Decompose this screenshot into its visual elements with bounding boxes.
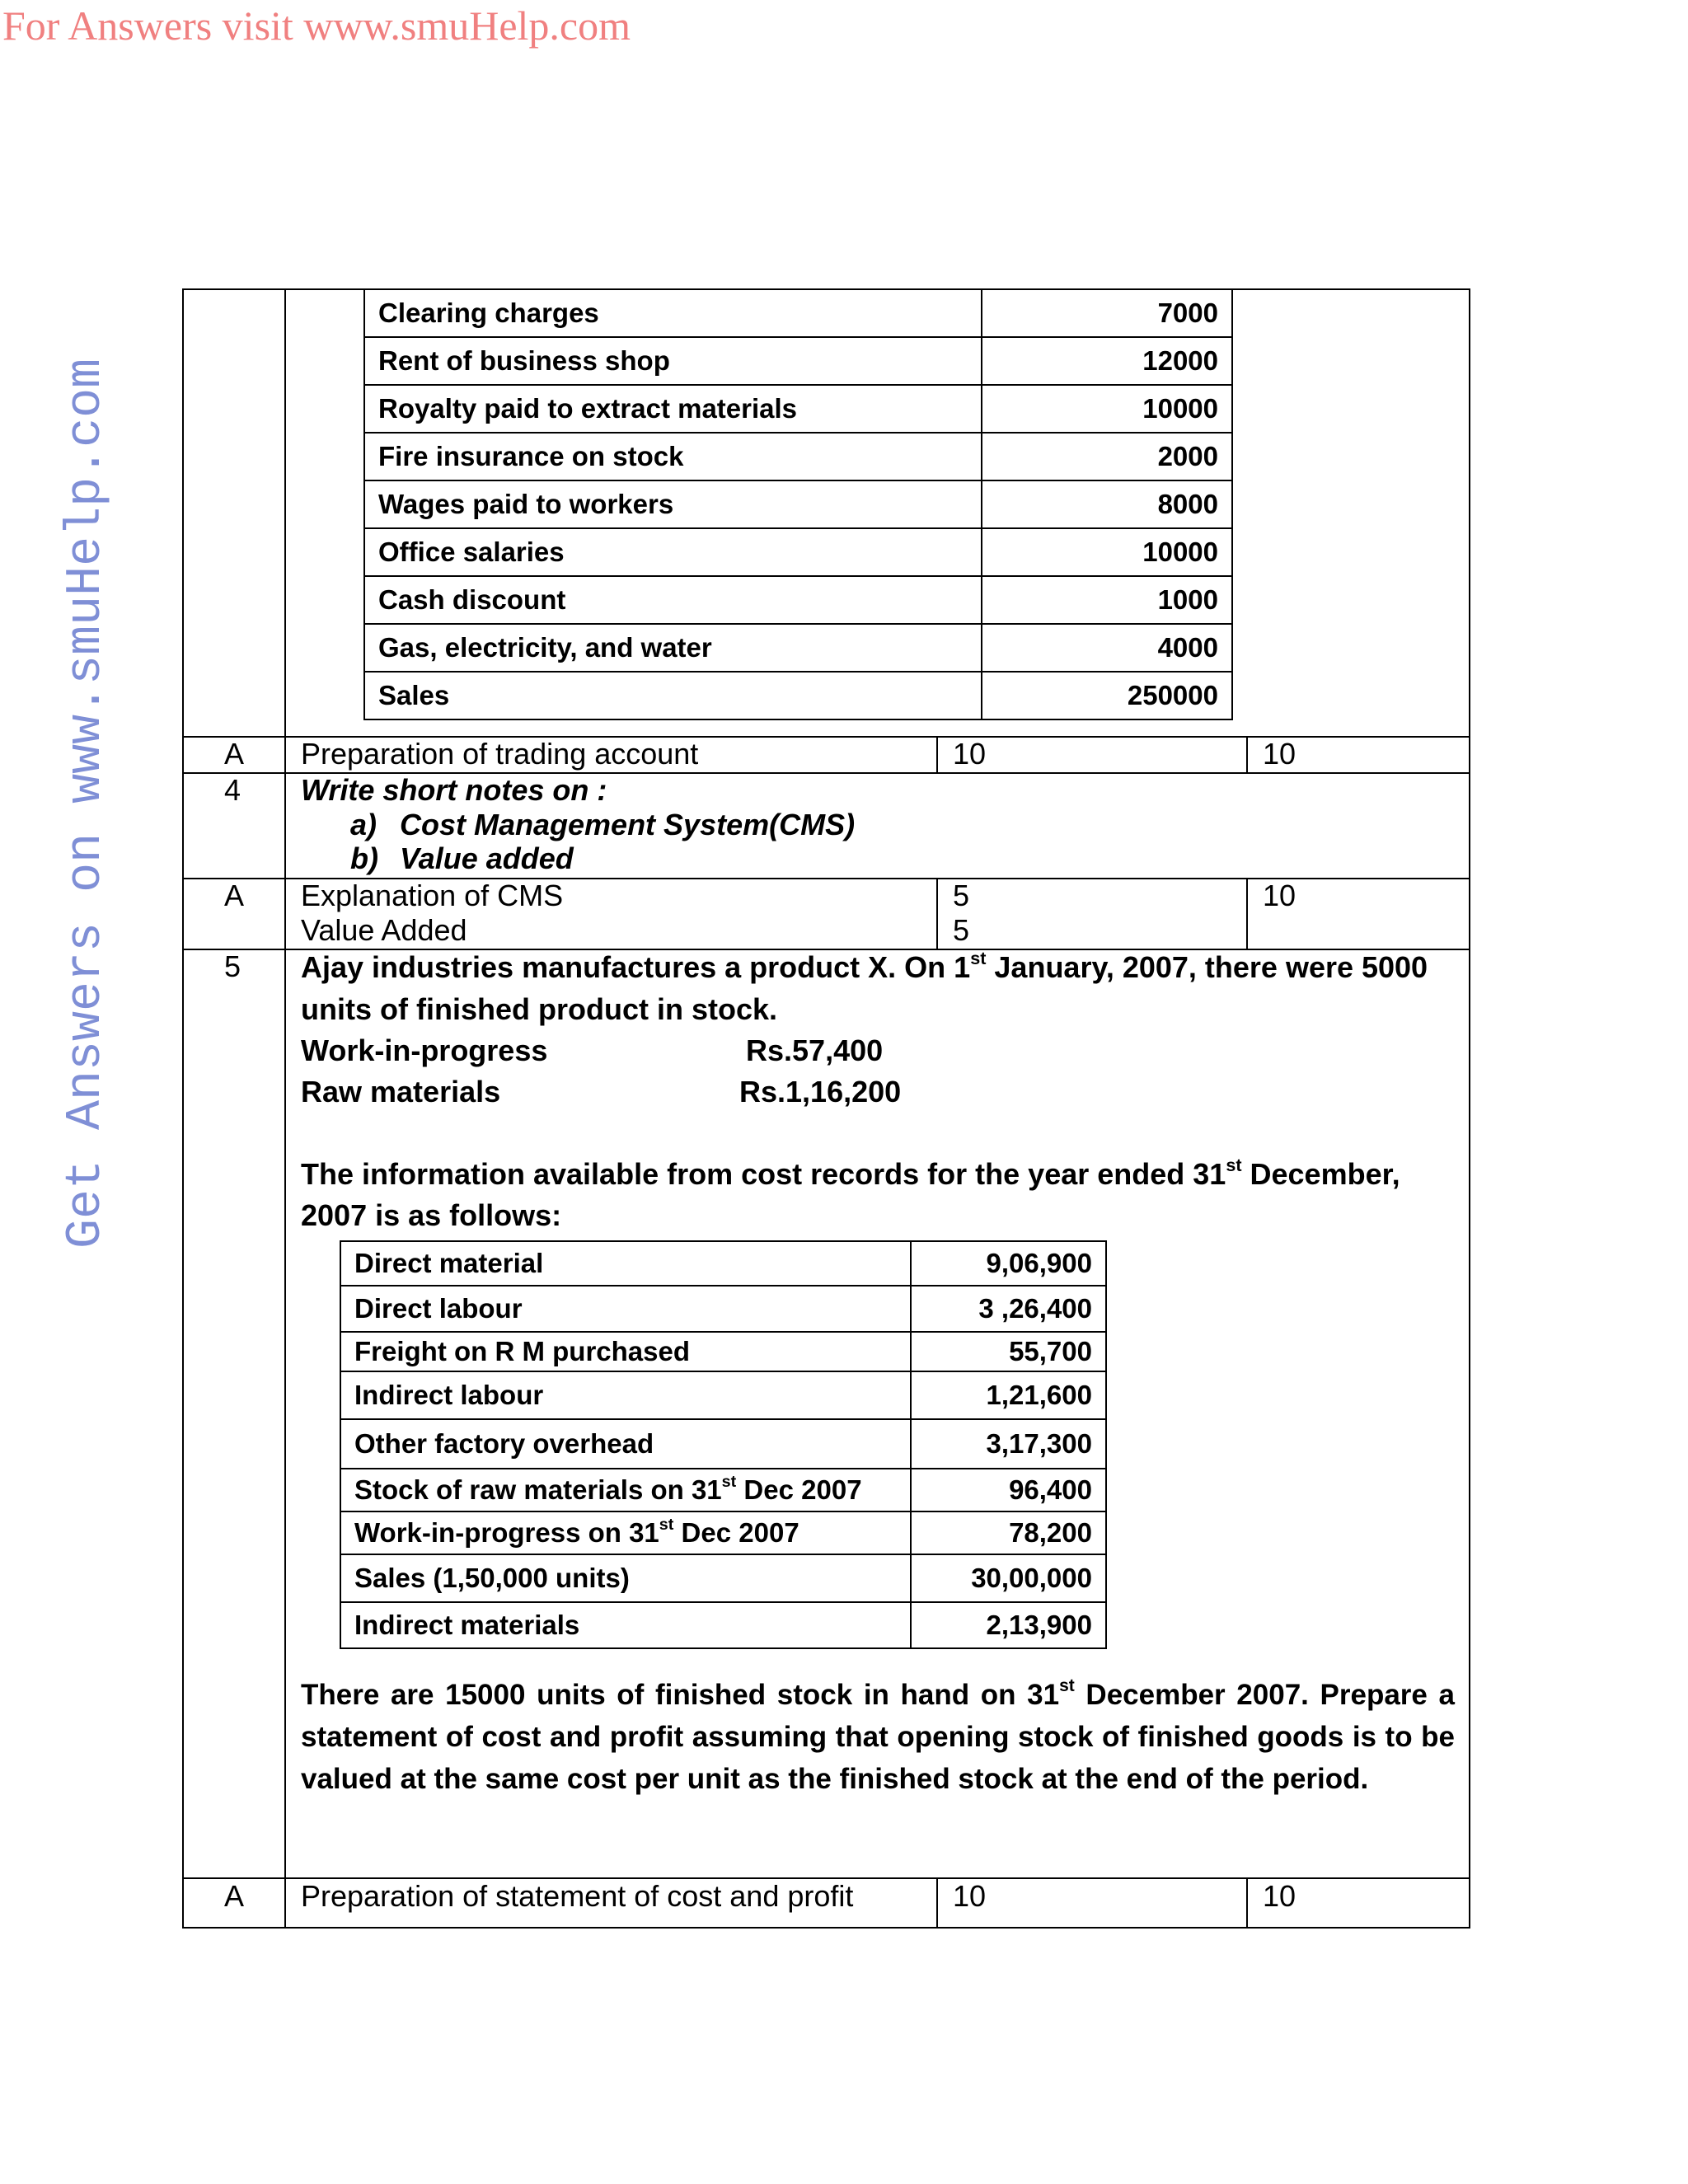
- cost-label-text: Dec 2007: [736, 1474, 862, 1505]
- expense-value: 4000: [982, 624, 1232, 672]
- expense-label: Office salaries: [364, 528, 982, 576]
- cost-value: 78,200: [911, 1511, 1106, 1554]
- question-number: 5: [224, 949, 241, 983]
- table-row: [340, 1602, 1106, 1648]
- expense-label: Clearing charges: [364, 289, 982, 337]
- cost-label-sup: st: [659, 1516, 674, 1535]
- cost-label-text: Stock of raw materials on 31: [354, 1474, 722, 1505]
- expense-value: 250000: [982, 672, 1232, 719]
- table-row: [340, 1469, 1106, 1511]
- answer-marks: 10: [953, 737, 987, 771]
- expense-value: 2000: [982, 433, 1232, 480]
- answer-line: Value Added: [301, 913, 467, 947]
- intro-text: Ajay industries manufactures a product X. On 1: [301, 950, 971, 984]
- note-item-text: Value added: [400, 841, 574, 875]
- question-number: 4: [224, 773, 241, 807]
- note-item-text: Cost Management System(CMS): [400, 808, 856, 841]
- cost-label: Other factory overhead: [340, 1419, 911, 1469]
- info-line: 2007 is as follows:: [301, 1198, 562, 1232]
- cost-value: 55,700: [911, 1332, 1106, 1371]
- table-row: [364, 385, 1232, 433]
- cost-value: 30,00,000: [911, 1554, 1106, 1602]
- info-text: The information available from cost records for the year ended 31: [301, 1157, 1226, 1191]
- table-row: [340, 1241, 1106, 1286]
- expense-table: [363, 288, 1233, 720]
- answer-label: A: [224, 1879, 245, 1913]
- table-row: [364, 480, 1232, 528]
- cost-label: Sales (1,50,000 units): [340, 1554, 911, 1602]
- expense-label: Royalty paid to extract materials: [364, 385, 982, 433]
- table-row: [364, 672, 1232, 719]
- cost-value: 3,17,300: [911, 1419, 1106, 1469]
- info-line: [301, 1154, 1400, 1192]
- table-row: [364, 576, 1232, 624]
- intro-line: units of finished product in stock.: [301, 992, 778, 1026]
- answer-marks: 5: [953, 913, 970, 947]
- cost-label-text: Dec 2007: [673, 1517, 799, 1548]
- cost-label: [340, 1469, 911, 1511]
- cost-value: 96,400: [911, 1469, 1106, 1511]
- cost-label: Indirect materials: [340, 1602, 911, 1648]
- note-item-letter: b): [350, 841, 378, 875]
- intro-sup: st: [970, 947, 987, 968]
- cost-table: [340, 1240, 1107, 1649]
- table-row: [340, 1371, 1106, 1419]
- table-row: [364, 337, 1232, 385]
- cost-value: 3 ,26,400: [911, 1286, 1106, 1332]
- expense-value: 12000: [982, 337, 1232, 385]
- expense-value: 10000: [982, 528, 1232, 576]
- cost-label: Freight on R M purchased: [340, 1332, 911, 1371]
- wip-label: Work-in-progress: [301, 1033, 548, 1067]
- answer-total: 10: [1263, 737, 1296, 771]
- table-row: [364, 624, 1232, 672]
- expense-label: Fire insurance on stock: [364, 433, 982, 480]
- cost-value: 2,13,900: [911, 1602, 1106, 1648]
- table-row: [340, 1554, 1106, 1602]
- intro-text: January, 2007, there were 5000: [986, 950, 1428, 984]
- table-row: [340, 1511, 1106, 1554]
- cost-value: 9,06,900: [911, 1241, 1106, 1286]
- question-title: Write short notes on :: [301, 773, 607, 807]
- closing-text: December 2007. Prepare a statement of cost and profit assuming that opening stock of finished goods is to be valued at the same cost per unit as the finished stock at the end of the period.: [301, 1679, 1455, 1795]
- table-row: [340, 1286, 1106, 1332]
- answer-text: Preparation of statement of cost and profit: [301, 1879, 854, 1913]
- answer-text: Preparation of trading account: [301, 737, 699, 771]
- answer-total: 10: [1263, 1879, 1296, 1913]
- cost-value: 1,21,600: [911, 1371, 1106, 1419]
- answer-total: 10: [1263, 879, 1296, 912]
- note-item-letter: a): [350, 808, 377, 841]
- expense-value: 7000: [982, 289, 1232, 337]
- cost-label: [340, 1511, 911, 1554]
- closing-text: There are 15000 units of finished stock in hand on 31: [301, 1679, 1060, 1711]
- answer-marks: 5: [953, 879, 970, 912]
- cost-label: Indirect labour: [340, 1371, 911, 1419]
- expense-value: 1000: [982, 576, 1232, 624]
- table-row: [364, 528, 1232, 576]
- cost-label: Direct material: [340, 1241, 911, 1286]
- expense-label: Cash discount: [364, 576, 982, 624]
- expense-label: Rent of business shop: [364, 337, 982, 385]
- cost-label: Direct labour: [340, 1286, 911, 1332]
- closing-paragraph: [301, 1674, 1455, 1800]
- table-row: [340, 1332, 1106, 1371]
- expense-value: 10000: [982, 385, 1232, 433]
- answer-marks: 10: [953, 1879, 987, 1913]
- info-sup: st: [1226, 1154, 1242, 1175]
- expense-label: Sales: [364, 672, 982, 719]
- wip-value: Rs.57,400: [746, 1033, 884, 1067]
- info-text: December,: [1241, 1157, 1400, 1191]
- rm-label: Raw materials: [301, 1075, 501, 1108]
- expense-label: Wages paid to workers: [364, 480, 982, 528]
- table-row: [340, 1419, 1106, 1469]
- answer-line: Explanation of CMS: [301, 879, 564, 912]
- rm-value: Rs.1,16,200: [739, 1075, 902, 1108]
- side-watermark: Get Answers on www.smuHelp.com: [59, 358, 115, 1249]
- answer-label: A: [224, 879, 245, 912]
- expense-label: Gas, electricity, and water: [364, 624, 982, 672]
- cost-label-text: Work-in-progress on 31: [354, 1517, 659, 1548]
- question-intro: [301, 947, 1428, 985]
- answer-label: A: [224, 737, 245, 771]
- table-row: [364, 433, 1232, 480]
- closing-sup: st: [1059, 1676, 1075, 1696]
- expense-value: 8000: [982, 480, 1232, 528]
- cost-label-sup: st: [721, 1473, 737, 1492]
- header-link[interactable]: For Answers visit www.smuHelp.com: [2, 2, 631, 49]
- table-row: [364, 289, 1232, 337]
